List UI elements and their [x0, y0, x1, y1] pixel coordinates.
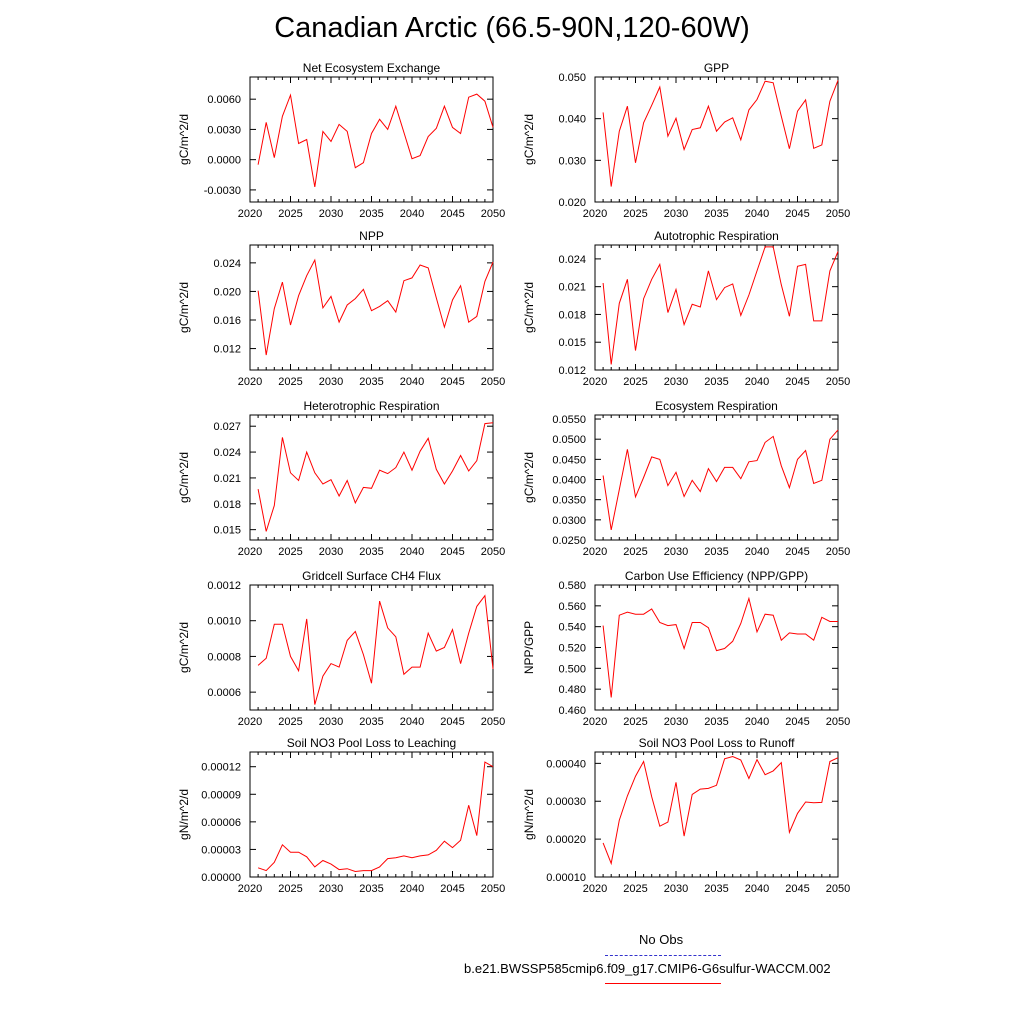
x-tick-label: 2020 — [582, 546, 608, 558]
y-tick-label: 0.0400 — [552, 474, 586, 487]
x-tick-label: 2045 — [440, 546, 465, 558]
x-tick-label: 2025 — [278, 376, 303, 388]
x-tick-label: 2050 — [825, 376, 851, 388]
x-tick-label: 2040 — [744, 883, 770, 895]
x-tick-label: 2020 — [582, 376, 608, 388]
y-tick-label: 0.030 — [558, 155, 586, 168]
panel-title: Ecosystem Respiration — [655, 399, 778, 413]
y-axis-label: gC/m^2/d — [177, 282, 191, 333]
x-tick-label: 2020 — [237, 546, 263, 558]
x-tick-label: 2050 — [825, 546, 851, 558]
chart-panel-5 — [522, 399, 850, 558]
x-tick-label: 2050 — [480, 208, 506, 220]
x-tick-label: 2030 — [663, 376, 689, 388]
x-tick-label: 2045 — [440, 208, 465, 220]
y-tick-label: 0.021 — [558, 281, 586, 294]
y-tick-label: 0.00012 — [201, 761, 241, 774]
y-tick-label: 0.0008 — [207, 651, 241, 664]
y-tick-label: 0.015 — [558, 337, 586, 350]
y-tick-label: 0.0350 — [552, 494, 586, 507]
x-tick-label: 2020 — [582, 716, 608, 728]
y-tick-label: 0.00020 — [546, 834, 586, 847]
x-tick-label: 2030 — [318, 546, 344, 558]
x-tick-label: 2050 — [825, 883, 851, 895]
y-tick-label: 0.050 — [558, 72, 586, 84]
chart-panel-1 — [522, 61, 850, 220]
y-tick-label: 0.024 — [558, 253, 586, 266]
y-tick-label: 0.00000 — [201, 872, 241, 884]
x-tick-label: 2025 — [623, 546, 648, 558]
series-line-0 — [603, 247, 838, 365]
x-tick-label: 2040 — [399, 546, 425, 558]
y-tick-label: 0.040 — [558, 113, 586, 126]
x-tick-label: 2035 — [704, 208, 729, 220]
x-tick-label: 2025 — [278, 208, 303, 220]
y-axis-label: gC/m^2/d — [177, 452, 191, 503]
legend-label-no-obs: No Obs — [639, 932, 684, 947]
y-tick-label: 0.015 — [213, 524, 241, 537]
x-tick-label: 2020 — [237, 883, 263, 895]
chart-panel-8 — [177, 736, 505, 895]
figure-title: Canadian Arctic (66.5-90N,120-60W) — [274, 12, 750, 44]
plot-frame — [595, 245, 838, 370]
x-tick-label: 2030 — [318, 883, 344, 895]
x-tick-label: 2035 — [359, 546, 384, 558]
x-tick-label: 2040 — [744, 208, 770, 220]
y-tick-label: 0.0000 — [207, 154, 241, 167]
y-tick-label: 0.024 — [213, 257, 241, 270]
y-tick-label: -0.0030 — [203, 184, 241, 197]
y-tick-label: 0.012 — [213, 343, 241, 356]
series-line-0 — [258, 762, 493, 871]
panel-title: Autotrophic Respiration — [654, 229, 779, 243]
x-tick-label: 2025 — [278, 716, 303, 728]
plot-frame — [595, 752, 838, 877]
chart-panel-0 — [177, 61, 505, 220]
y-axis-label: gN/m^2/d — [522, 789, 536, 840]
chart-panel-9 — [522, 736, 850, 895]
y-tick-label: 0.0250 — [552, 535, 586, 547]
x-tick-label: 2030 — [663, 883, 689, 895]
y-axis-label: gC/m^2/d — [522, 282, 536, 333]
series-line-0 — [258, 94, 493, 187]
legend-line-model-run — [605, 983, 721, 984]
x-tick-label: 2030 — [663, 208, 689, 220]
y-tick-label: 0.560 — [558, 600, 586, 613]
series-line-0 — [603, 599, 838, 698]
panel-title: Carbon Use Efficiency (NPP/GPP) — [624, 569, 809, 583]
x-tick-label: 2045 — [785, 208, 810, 220]
chart-panel-2 — [177, 229, 505, 388]
panel-title: Gridcell Surface CH4 Flux — [302, 569, 441, 583]
y-axis-label: gC/m^2/d — [177, 114, 191, 165]
y-axis-label: gC/m^2/d — [522, 114, 536, 165]
x-tick-label: 2030 — [318, 208, 344, 220]
panel-title: GPP — [703, 61, 730, 75]
y-tick-label: 0.020 — [558, 197, 586, 209]
y-tick-label: 0.0300 — [552, 514, 586, 527]
x-tick-label: 2040 — [399, 208, 425, 220]
y-tick-label: 0.018 — [558, 309, 586, 322]
x-tick-label: 2050 — [480, 546, 506, 558]
legend-line-no-obs — [605, 955, 721, 956]
y-axis-label: gC/m^2/d — [177, 622, 191, 673]
x-tick-label: 2020 — [582, 883, 608, 895]
x-tick-label: 2035 — [704, 716, 729, 728]
y-axis-label: NPP/GPP — [522, 620, 536, 675]
y-tick-label: 0.520 — [558, 642, 586, 655]
plot-frame — [250, 752, 493, 877]
plot-frame — [250, 415, 493, 540]
x-tick-label: 2025 — [278, 883, 303, 895]
y-tick-label: 0.0450 — [552, 454, 586, 467]
x-tick-label: 2050 — [825, 716, 851, 728]
y-axis-label: gC/m^2/d — [522, 452, 536, 503]
y-tick-label: 0.024 — [213, 447, 241, 460]
legend-label-model-run: b.e21.BWSSP585cmip6.f09_g17.CMIP6-G6sulfur-WACCM.002 — [464, 961, 831, 976]
x-tick-label: 2045 — [785, 376, 810, 388]
y-tick-label: 0.00040 — [546, 758, 586, 771]
panel-title: NPP — [359, 229, 384, 243]
y-tick-label: 0.0010 — [207, 615, 241, 628]
y-tick-label: 0.0030 — [207, 124, 241, 137]
x-tick-label: 2020 — [582, 208, 608, 220]
x-tick-label: 2040 — [744, 546, 770, 558]
x-tick-label: 2050 — [825, 208, 851, 220]
chart-panel-7 — [522, 569, 850, 728]
x-tick-label: 2035 — [359, 716, 384, 728]
x-tick-label: 2035 — [359, 208, 384, 220]
y-tick-label: 0.500 — [558, 663, 586, 676]
x-tick-label: 2045 — [440, 716, 465, 728]
x-tick-label: 2035 — [359, 376, 384, 388]
panel-title: Heterotrophic Respiration — [303, 399, 440, 413]
y-tick-label: 0.0550 — [552, 414, 586, 427]
x-tick-label: 2030 — [318, 376, 344, 388]
x-tick-label: 2040 — [399, 376, 425, 388]
chart-panel-4 — [177, 399, 505, 558]
x-tick-label: 2045 — [440, 376, 465, 388]
y-axis-label: gN/m^2/d — [177, 789, 191, 840]
y-tick-label: 0.018 — [213, 498, 241, 511]
x-tick-label: 2025 — [623, 208, 648, 220]
y-tick-label: 0.00009 — [201, 789, 241, 802]
panel-title: Soil NO3 Pool Loss to Runoff — [638, 736, 795, 750]
x-tick-label: 2040 — [399, 883, 425, 895]
panel-title: Net Ecosystem Exchange — [302, 61, 441, 75]
y-tick-label: 0.0500 — [552, 434, 586, 447]
x-tick-label: 2020 — [237, 716, 263, 728]
x-tick-label: 2045 — [785, 883, 810, 895]
plot-frame — [595, 585, 838, 710]
y-tick-label: 0.00010 — [546, 872, 586, 884]
x-tick-label: 2025 — [623, 883, 648, 895]
x-tick-label: 2040 — [744, 376, 770, 388]
x-tick-label: 2025 — [623, 716, 648, 728]
y-tick-label: 0.480 — [558, 684, 586, 697]
x-tick-label: 2050 — [480, 376, 506, 388]
y-tick-label: 0.580 — [558, 580, 586, 592]
y-tick-label: 0.0012 — [207, 580, 241, 592]
y-tick-label: 0.0060 — [207, 94, 241, 107]
y-tick-label: 0.021 — [213, 472, 241, 485]
x-tick-label: 2030 — [663, 716, 689, 728]
series-line-0 — [603, 430, 838, 530]
plot-frame — [595, 77, 838, 202]
y-tick-label: 0.012 — [558, 365, 586, 377]
series-line-0 — [603, 757, 838, 864]
y-tick-label: 0.460 — [558, 705, 586, 717]
chart-panel-3 — [522, 229, 850, 388]
x-tick-label: 2035 — [359, 883, 384, 895]
x-tick-label: 2045 — [785, 546, 810, 558]
x-tick-label: 2035 — [704, 376, 729, 388]
x-tick-label: 2030 — [663, 546, 689, 558]
x-tick-label: 2050 — [480, 883, 506, 895]
x-tick-label: 2020 — [237, 376, 263, 388]
panel-title: Soil NO3 Pool Loss to Leaching — [286, 736, 457, 750]
y-tick-label: 0.020 — [213, 286, 241, 299]
plot-frame — [595, 415, 838, 540]
x-tick-label: 2025 — [278, 546, 303, 558]
series-line-0 — [258, 596, 493, 705]
y-tick-label: 0.016 — [213, 315, 241, 327]
series-line-0 — [258, 260, 493, 355]
series-line-0 — [258, 423, 493, 532]
x-tick-label: 2030 — [318, 716, 344, 728]
y-tick-label: 0.00003 — [201, 844, 241, 857]
y-tick-label: 0.00030 — [546, 796, 586, 809]
x-tick-label: 2040 — [399, 716, 425, 728]
plot-frame — [250, 245, 493, 370]
x-tick-label: 2035 — [704, 546, 729, 558]
x-tick-label: 2045 — [440, 883, 465, 895]
y-tick-label: 0.027 — [213, 421, 241, 434]
x-tick-label: 2025 — [623, 376, 648, 388]
y-tick-label: 0.540 — [558, 621, 586, 634]
x-tick-label: 2020 — [237, 208, 263, 220]
x-tick-label: 2035 — [704, 883, 729, 895]
chart-panel-6 — [177, 569, 505, 728]
x-tick-label: 2050 — [480, 716, 506, 728]
series-line-0 — [603, 80, 838, 186]
x-tick-label: 2040 — [744, 716, 770, 728]
y-tick-label: 0.0006 — [207, 687, 241, 700]
x-tick-label: 2045 — [785, 716, 810, 728]
plot-frame — [250, 77, 493, 202]
y-tick-label: 0.00006 — [201, 816, 241, 829]
